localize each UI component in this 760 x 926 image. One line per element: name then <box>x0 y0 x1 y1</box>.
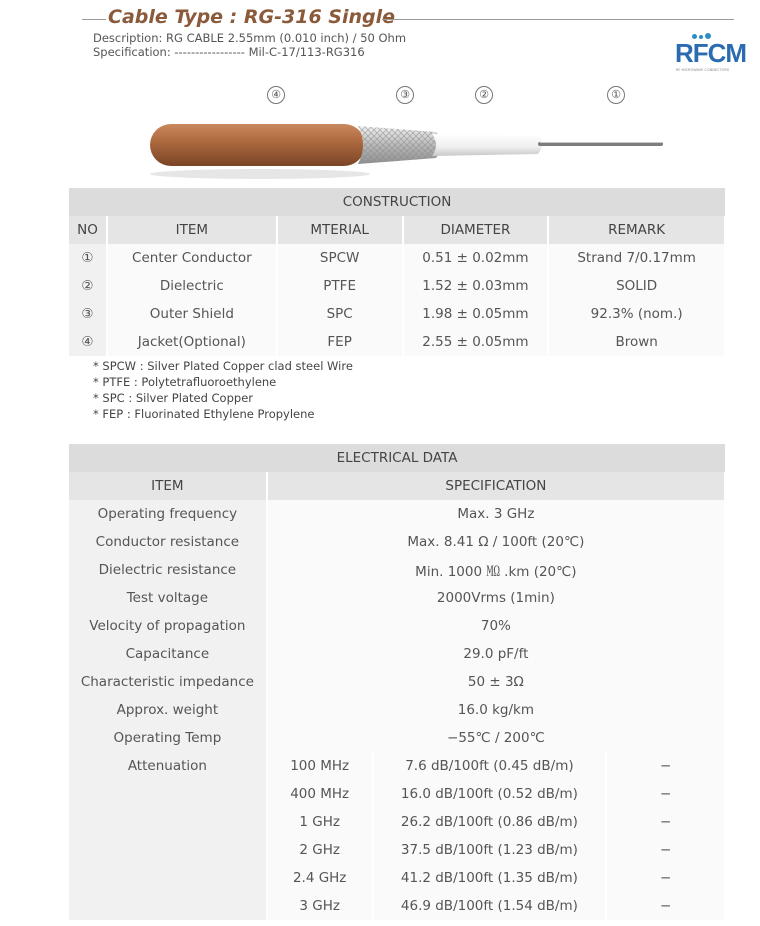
cell-no: ③ <box>69 300 107 328</box>
material-notes <box>93 358 353 422</box>
label-dielectric-number: ② <box>475 86 493 104</box>
table-row <box>69 612 725 640</box>
att-value: 41.2 dB/100ft (1.35 dB/m) <box>373 864 607 892</box>
cell-item: Center Conductor <box>107 244 277 272</box>
cell-item: Outer Shield <box>107 300 277 328</box>
description-text: Description: RG CABLE 2.55mm (0.010 inch) / 50 Ohm <box>93 31 407 45</box>
table-row <box>69 272 725 300</box>
table-row <box>69 696 725 724</box>
cell-item: Capacitance <box>69 640 267 668</box>
table-row <box>69 328 725 356</box>
attenuation-label: Attenuation <box>69 752 267 920</box>
col-remark: REMARK <box>548 216 725 244</box>
att-extra: − <box>606 892 725 920</box>
cell-item: Operating Temp <box>69 724 267 752</box>
label-shield-number: ③ <box>396 86 414 104</box>
label-conductor-number: ① <box>607 86 625 104</box>
cell-item: Velocity of propagation <box>69 612 267 640</box>
cable-diagram <box>140 82 670 182</box>
att-extra: − <box>606 752 725 780</box>
table-row <box>69 584 725 612</box>
table-row <box>69 556 725 584</box>
header-description <box>93 31 406 59</box>
cell-spec: −55℃ / 200℃ <box>267 724 725 752</box>
att-frequency: 1 GHz <box>267 808 373 836</box>
specification-text: Specification: ----------------- Mil-C-17/113-RG316 <box>93 45 365 59</box>
att-frequency: 400 MHz <box>267 780 373 808</box>
table-row <box>69 500 725 528</box>
cell-item: Characteristic impedance <box>69 668 267 696</box>
att-value: 26.2 dB/100ft (0.86 dB/m) <box>373 808 607 836</box>
cell-spec: Max. 3 GHz <box>267 500 725 528</box>
electrical-header-row <box>69 472 725 500</box>
note-spcw: * SPCW : Silver Plated Copper clad steel Wire <box>93 359 353 373</box>
cell-item: Test voltage <box>69 584 267 612</box>
att-extra: − <box>606 864 725 892</box>
cell-spec: Min. 1000 ㏁ .km (20℃) <box>267 556 725 584</box>
att-value: 37.5 dB/100ft (1.23 dB/m) <box>373 836 607 864</box>
col-no: NO <box>69 216 107 244</box>
cell-no: ② <box>69 272 107 300</box>
table-row <box>69 528 725 556</box>
cable-shadow <box>150 169 370 179</box>
col-material: MTERIAL <box>277 216 403 244</box>
att-extra: − <box>606 808 725 836</box>
att-value: 7.6 dB/100ft (0.45 dB/m) <box>373 752 607 780</box>
label-jacket-number: ④ <box>267 86 285 104</box>
cell-item: Operating frequency <box>69 500 267 528</box>
cell-item: Jacket(Optional) <box>107 328 277 356</box>
col-diameter: DIAMETER <box>403 216 549 244</box>
cell-no: ① <box>69 244 107 272</box>
col-specification: SPECIFICATION <box>267 472 725 500</box>
cell-spec: 29.0 pF/ft <box>267 640 725 668</box>
construction-header-row <box>69 216 725 244</box>
cell-remark: Brown <box>548 328 725 356</box>
construction-table <box>69 188 726 356</box>
cell-material: PTFE <box>277 272 403 300</box>
cell-spec: 16.0 kg/km <box>267 696 725 724</box>
construction-title: CONSTRUCTION <box>69 188 725 216</box>
cell-spec: Max. 8.41 Ω / 100ft (20℃) <box>267 528 725 556</box>
rfcm-logo <box>674 24 747 74</box>
dielectric-layer <box>432 134 542 156</box>
title-rule-right <box>382 19 734 20</box>
att-frequency: 3 GHz <box>267 892 373 920</box>
att-frequency: 100 MHz <box>267 752 373 780</box>
jacket-layer <box>150 124 365 166</box>
electrical-table <box>69 444 726 920</box>
cell-material: FEP <box>277 328 403 356</box>
electrical-title: ELECTRICAL DATA <box>69 444 725 472</box>
cell-material: SPC <box>277 300 403 328</box>
cell-diameter: 2.55 ± 0.05mm <box>403 328 549 356</box>
note-ptfe: * PTFE : Polytetrafluoroethylene <box>93 375 277 389</box>
cell-spec: 50 ± 3Ω <box>267 668 725 696</box>
att-extra: − <box>606 780 725 808</box>
cell-no: ④ <box>69 328 107 356</box>
table-row <box>69 668 725 696</box>
cell-diameter: 1.52 ± 0.03mm <box>403 272 549 300</box>
att-frequency: 2.4 GHz <box>267 864 373 892</box>
cell-item: Approx. weight <box>69 696 267 724</box>
cell-item: Dielectric resistance <box>69 556 267 584</box>
logo-text: RFCM <box>675 38 747 68</box>
att-extra: − <box>606 836 725 864</box>
col-item: ITEM <box>69 472 267 500</box>
cell-remark: SOLID <box>548 272 725 300</box>
title-row <box>82 6 734 32</box>
cell-remark: 92.3% (nom.) <box>548 300 725 328</box>
cell-diameter: 1.98 ± 0.05mm <box>403 300 549 328</box>
cell-spec: 70% <box>267 612 725 640</box>
cable-illustration <box>140 82 670 182</box>
table-row <box>69 244 725 272</box>
cell-remark: Strand 7/0.17mm <box>548 244 725 272</box>
att-value: 46.9 dB/100ft (1.54 dB/m) <box>373 892 607 920</box>
logo-tagline: RF MICROWAVE CONNECTORS <box>676 68 730 72</box>
att-frequency: 2 GHz <box>267 836 373 864</box>
cell-diameter: 0.51 ± 0.02mm <box>403 244 549 272</box>
attenuation-row <box>69 752 725 780</box>
note-fep: * FEP : Fluorinated Ethylene Propylene <box>93 407 315 421</box>
table-row <box>69 300 725 328</box>
table-row <box>69 640 725 668</box>
cell-item: Conductor resistance <box>69 528 267 556</box>
col-item: ITEM <box>107 216 277 244</box>
cell-item: Dielectric <box>107 272 277 300</box>
cell-spec: 2000Vrms (1min) <box>267 584 725 612</box>
att-value: 16.0 dB/100ft (0.52 dB/m) <box>373 780 607 808</box>
page-title: Cable Type : RG-316 Single <box>108 6 396 28</box>
note-spc: * SPC : Silver Plated Copper <box>93 391 253 405</box>
title-rule-left <box>82 19 106 20</box>
table-row <box>69 724 725 752</box>
cell-material: SPCW <box>277 244 403 272</box>
